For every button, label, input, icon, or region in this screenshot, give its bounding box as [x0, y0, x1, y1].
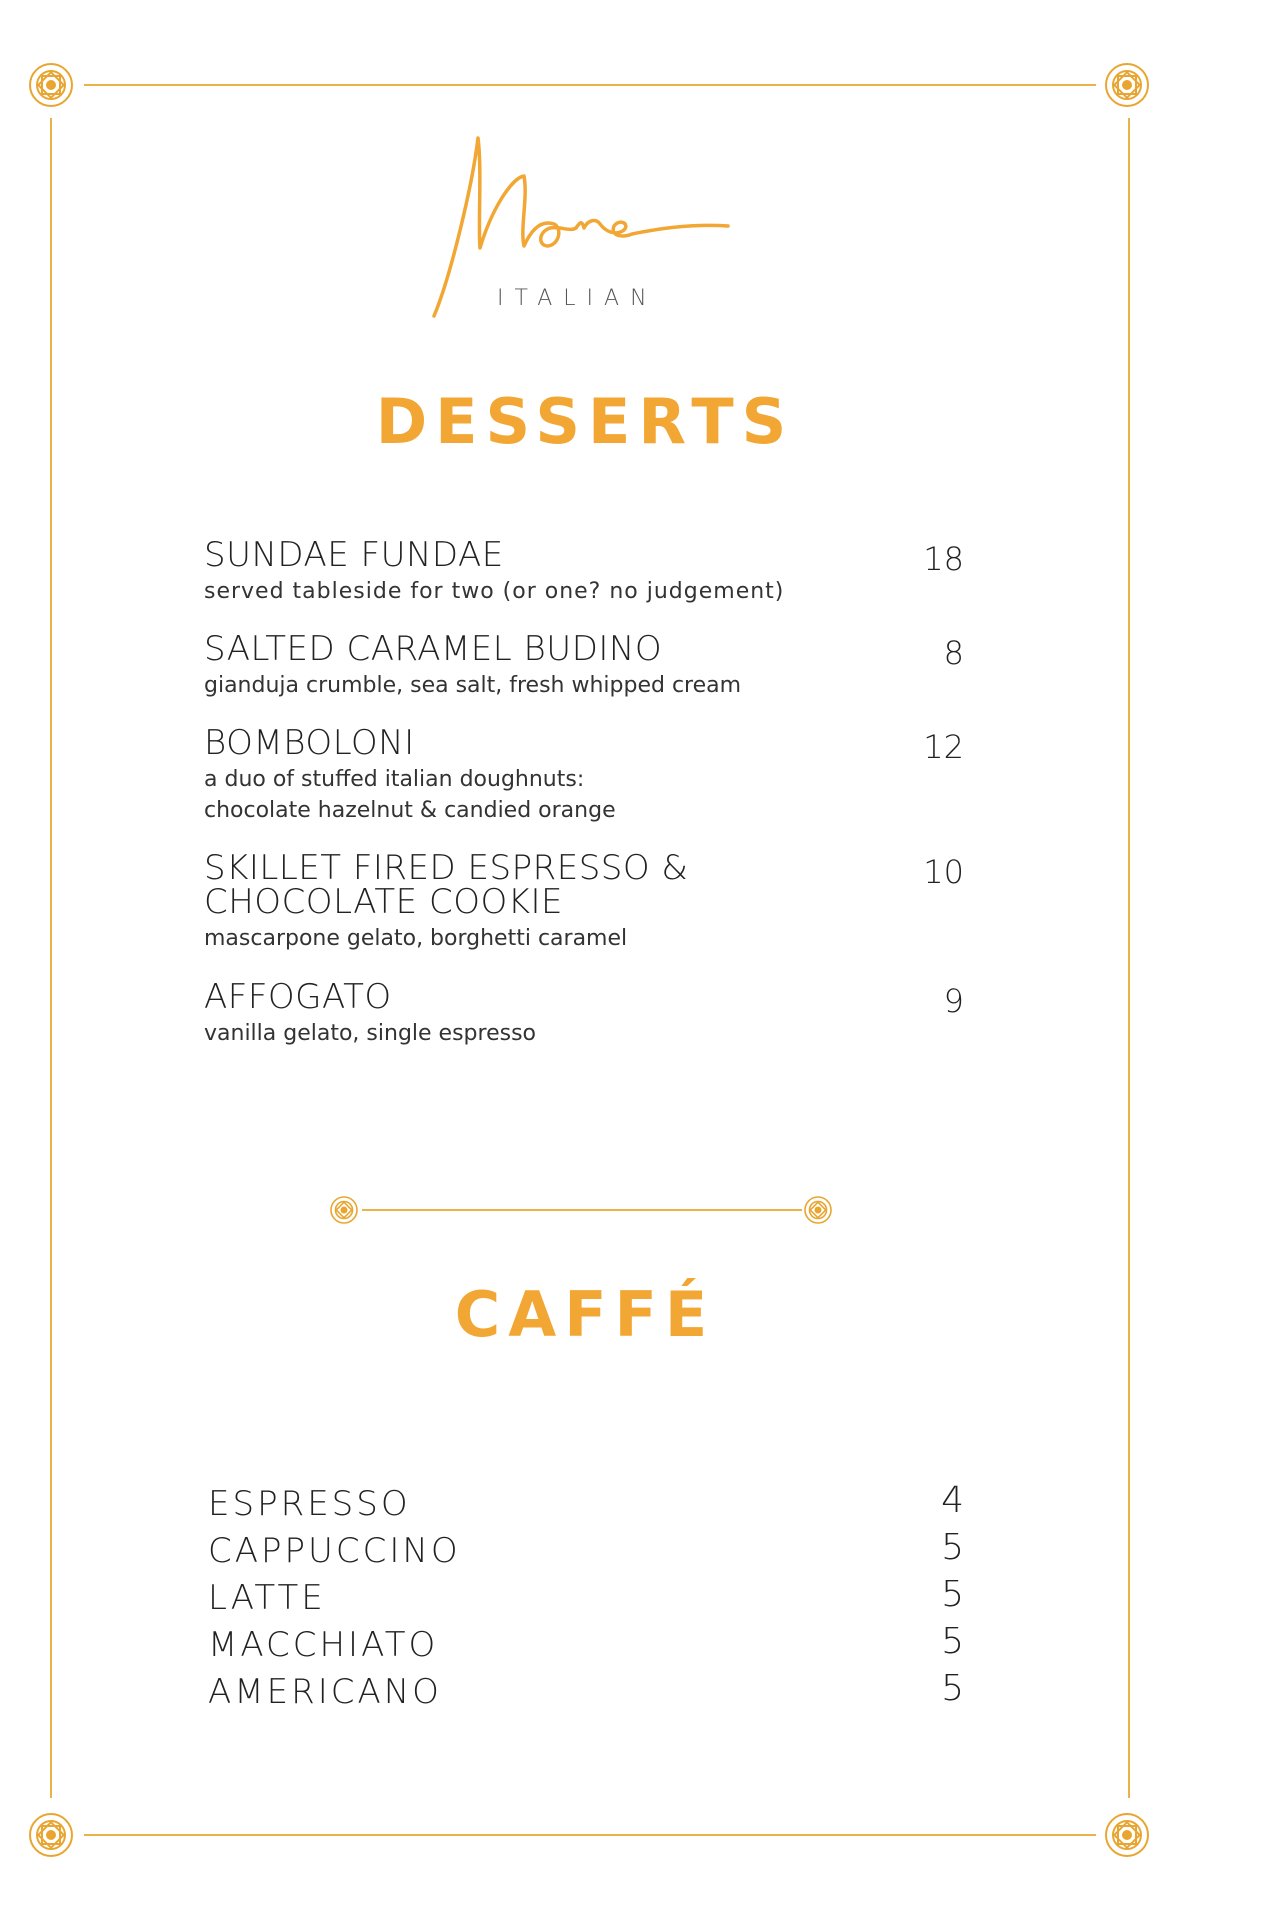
caffe-item [208, 1668, 964, 1719]
corner-ornament-top-right-icon [1103, 61, 1151, 109]
item-name: AMERICANO [208, 1672, 442, 1712]
desserts-title: DESSERTS [375, 385, 795, 458]
caffe-item [208, 1527, 964, 1578]
item-name: SUNDAE FUNDAE [204, 535, 504, 575]
dessert-item [204, 977, 964, 1049]
item-price: 5 [941, 1574, 964, 1615]
frame-top-line [84, 84, 1096, 86]
item-name: BOMBOLONI [204, 723, 415, 763]
item-name: CAPPUCCINO [208, 1531, 461, 1571]
item-name: AFFOGATO [204, 977, 392, 1017]
item-price: 5 [941, 1621, 964, 1662]
item-name: LATTE [208, 1578, 326, 1618]
logo-subtitle: ITALIAN [497, 286, 658, 311]
corner-ornament-bottom-right-icon [1103, 1811, 1151, 1859]
item-description: gianduja crumble, sea salt, fresh whipped cream [204, 673, 742, 698]
item-description: vanilla gelato, single espresso [204, 1021, 536, 1046]
caffe-item [208, 1574, 964, 1625]
dessert-item [204, 629, 964, 701]
divider-ornament-left-icon [329, 1195, 359, 1225]
item-price: 18 [923, 540, 964, 578]
item-price: 10 [923, 853, 964, 891]
caffe-item [208, 1621, 964, 1672]
frame-bottom-line [84, 1834, 1096, 1836]
caffe-title: CAFFÉ [454, 1278, 716, 1351]
item-price: 5 [941, 1527, 964, 1568]
dessert-item [204, 535, 964, 607]
item-name: MACCHIATO [208, 1625, 439, 1665]
item-price: 12 [923, 728, 964, 766]
item-price: 4 [941, 1480, 964, 1521]
item-price: 9 [943, 982, 964, 1020]
item-price: 8 [943, 634, 964, 672]
item-description: a duo of stuffed italian doughnuts: chocolate hazelnut & candied orange [204, 767, 616, 823]
caffe-list [208, 1480, 964, 1719]
corner-ornament-top-left-icon [27, 61, 75, 109]
divider-line [362, 1209, 802, 1211]
item-price: 5 [941, 1668, 964, 1709]
divider-ornament-right-icon [803, 1195, 833, 1225]
item-name: ESPRESSO [208, 1484, 411, 1524]
dessert-item [204, 848, 964, 954]
frame-left-line [50, 118, 52, 1798]
frame-right-line [1128, 118, 1130, 1798]
item-name: SKILLET FIRED ESPRESSO & CHOCOLATE COOKIE [204, 848, 689, 922]
corner-ornament-bottom-left-icon [27, 1811, 75, 1859]
item-name: SALTED CARAMEL BUDINO [204, 629, 663, 669]
item-description: served tableside for two (or one? no judgement) [204, 579, 785, 604]
dessert-item [204, 723, 964, 826]
caffe-item [208, 1480, 964, 1531]
item-description: mascarpone gelato, borghetti caramel [204, 926, 628, 951]
